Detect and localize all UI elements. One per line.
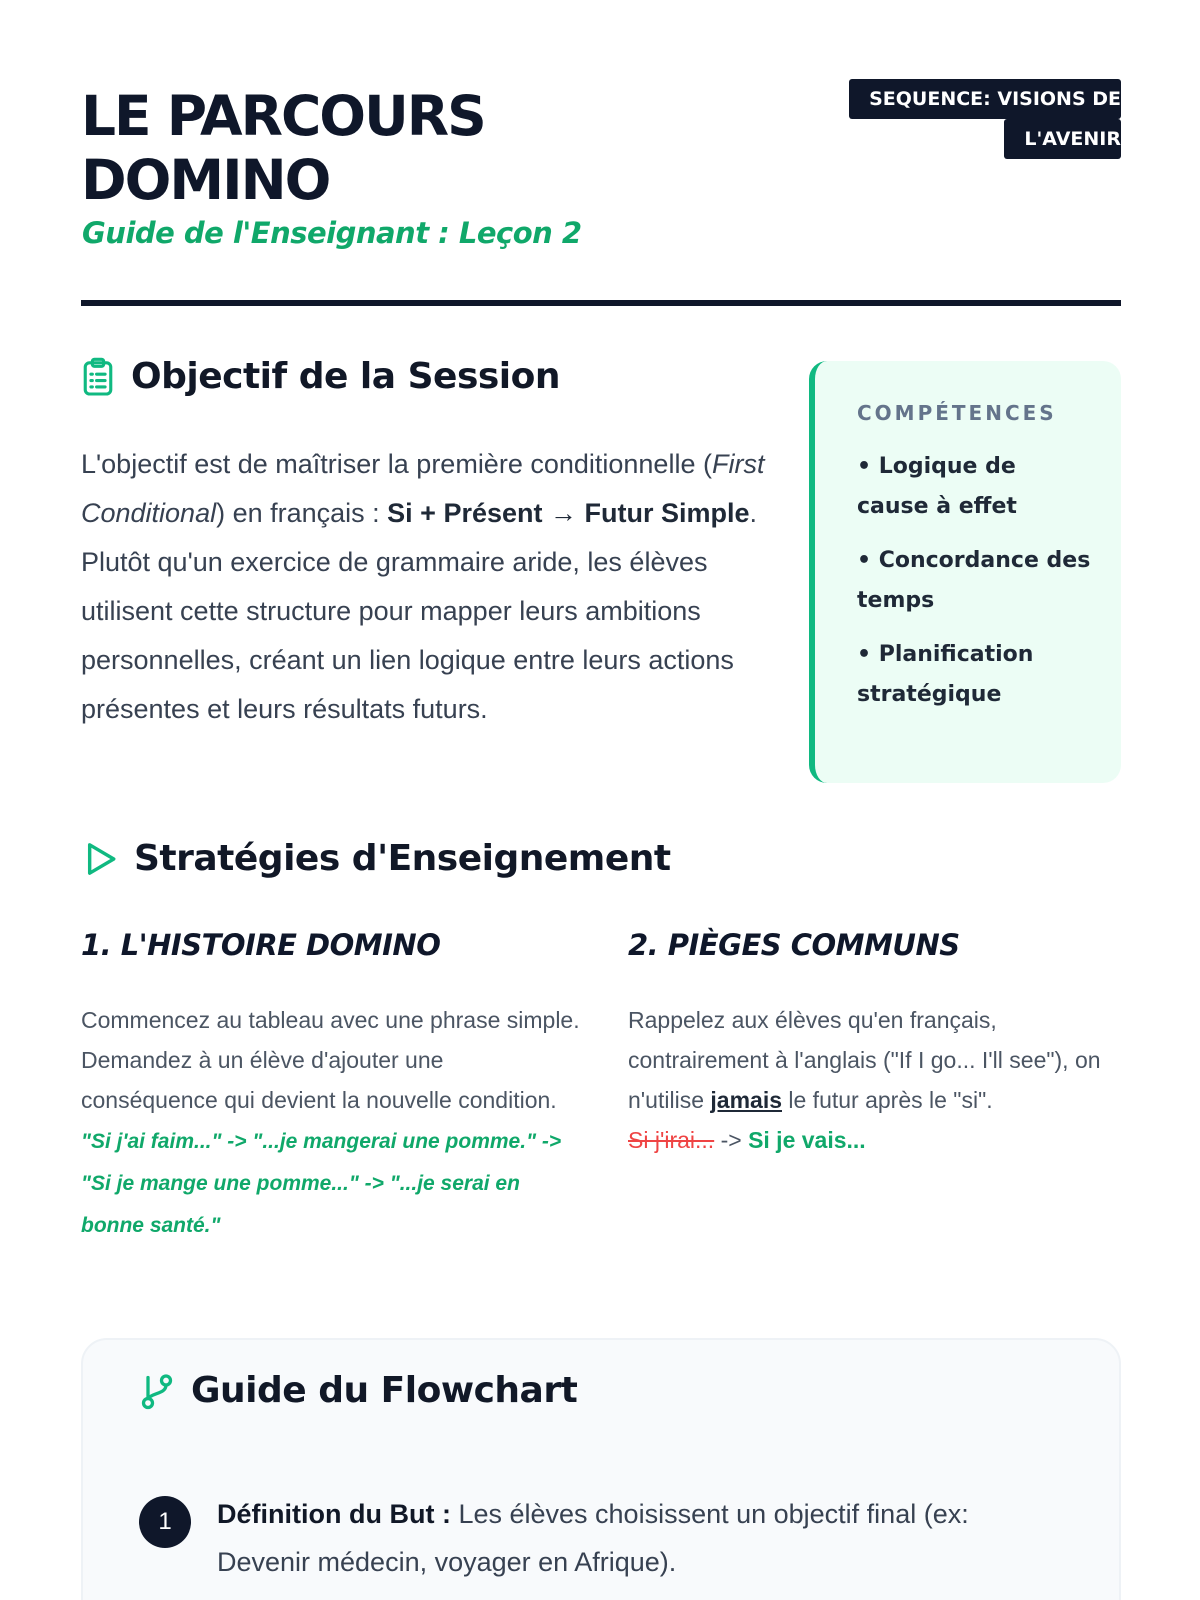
strategy-title: 1. L'HISTOIRE DOMINO bbox=[81, 928, 441, 962]
objective-term: First Conditional bbox=[81, 449, 765, 528]
flowchart-guide-card bbox=[81, 1338, 1121, 1600]
strategy-domino-story bbox=[81, 928, 581, 1246]
correct-example: Si je vais... bbox=[748, 1127, 866, 1153]
page-subtitle: Guide de l'Enseignant : Leçon 2 bbox=[82, 216, 582, 250]
objective-heading: Objectif de la Session bbox=[131, 356, 560, 397]
git-branch-icon bbox=[139, 1371, 175, 1411]
header-divider bbox=[81, 300, 1121, 306]
strategy-text: Commencez au tableau avec une phrase simple. Demandez à un élève d'ajouter une conséquence qui devient la nouvelle condition. "Si j'ai faim..." -> "...je mangerai une pomme." -> "Si je mange une pomme..." -> "...je serai en bonne santé." bbox=[81, 1007, 580, 1237]
page-title: LE PARCOURS DOMINO bbox=[81, 84, 485, 212]
emphasis-word: jamais bbox=[710, 1087, 782, 1113]
step-number-badge: 1 bbox=[139, 1496, 191, 1548]
wrong-example: Si j'irai... bbox=[628, 1127, 715, 1153]
strategy-title: 2. PIÈGES COMMUNS bbox=[628, 928, 960, 962]
step-text: Définition du But : Les élèves choisissent un objectif final (ex: Devenir médecin, voyager en Afrique). bbox=[217, 1499, 969, 1577]
strategies-heading: Stratégies d'Enseignement bbox=[134, 838, 671, 879]
strategies-section-header bbox=[84, 838, 671, 879]
competence-item: • Concordance des temps bbox=[857, 548, 1091, 613]
competence-item: • Logique de cause à effet bbox=[857, 454, 1017, 519]
competence-item: • Planification stratégique bbox=[857, 642, 1034, 707]
strategy-example: "Si j'ai faim..." -> "...je mangerai une pomme." -> "Si je mange une pomme..." -> "...je serai en bonne santé." bbox=[81, 1130, 562, 1237]
flowchart-step bbox=[139, 1490, 1059, 1586]
strategy-text: Rappelez aux élèves qu'en français, contrairement à l'anglais ("If I go... I'll see"), on n'utilise jamais le futur après le "si". Si j'irai... -> Si je vais... bbox=[628, 1007, 1101, 1153]
strategy-common-pitfalls bbox=[628, 928, 1128, 1160]
objective-text: L'objectif est de maîtriser la première conditionnelle (First Conditional) en français : Si + Présent → Futur Simple. Plutôt qu'un exercice de grammaire aride, les élèves utilisent cette structure pour mapper leurs ambitions personnelles, créant un lien logique entre leurs actions présentes et leurs résultats futurs. bbox=[81, 449, 765, 724]
clipboard-icon bbox=[81, 357, 115, 397]
competences-card bbox=[809, 361, 1121, 783]
objective-formula: Si + Présent → Futur Simple bbox=[387, 498, 750, 528]
sequence-badge bbox=[831, 79, 1121, 159]
play-icon bbox=[84, 839, 118, 879]
competences-label: COMPÉTENCES bbox=[857, 401, 1057, 425]
objective-section-header bbox=[81, 356, 560, 397]
flowchart-section-header bbox=[139, 1370, 577, 1411]
sequence-badge-label: SEQUENCE: VISIONS DE L'AVENIR bbox=[849, 79, 1121, 159]
flowchart-heading: Guide du Flowchart bbox=[191, 1370, 578, 1411]
